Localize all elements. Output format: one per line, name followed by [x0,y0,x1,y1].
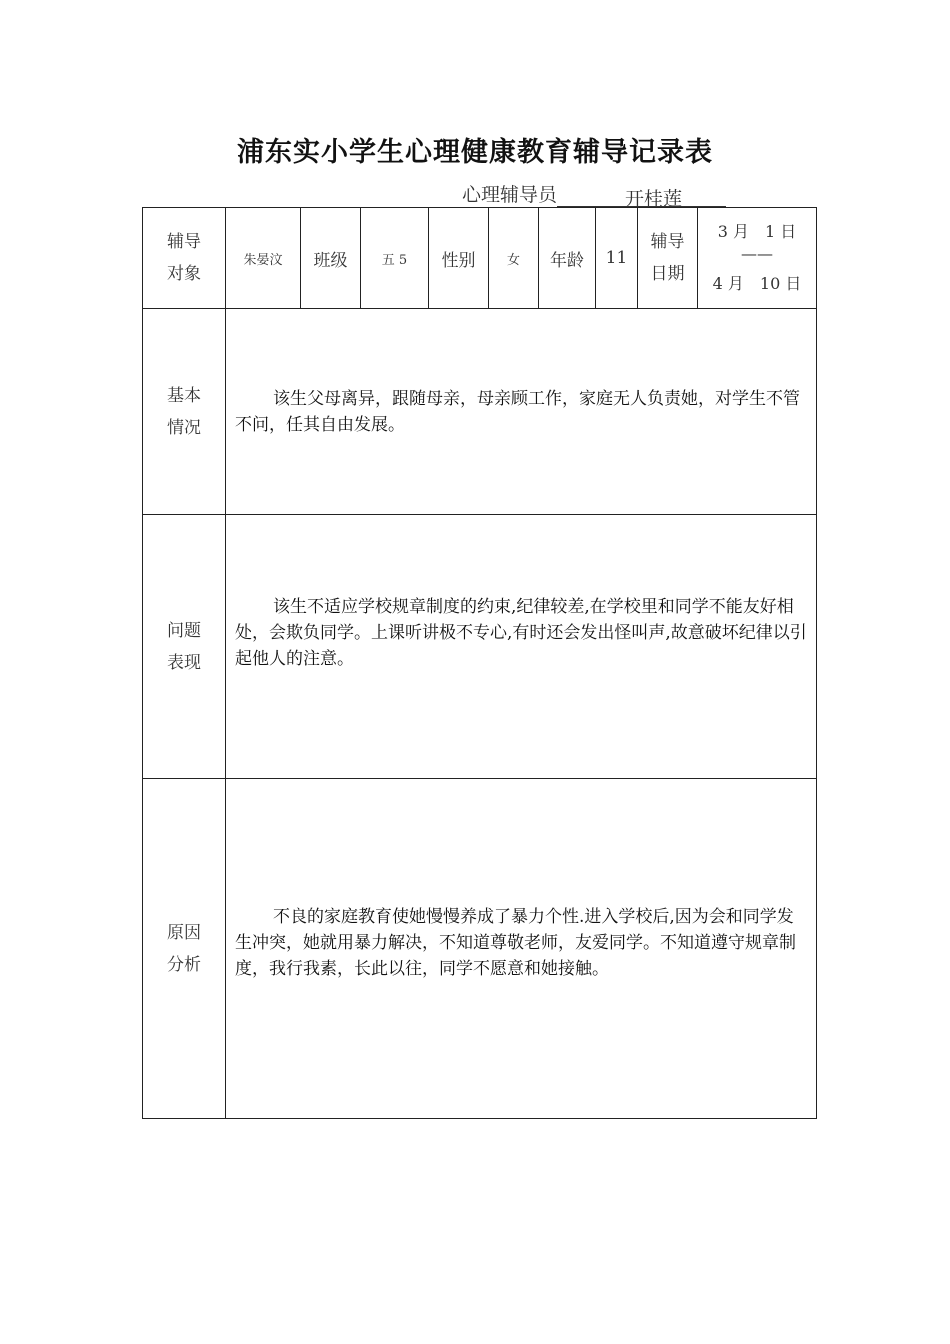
counselor-blank [557,184,617,207]
date-range-cell [698,208,817,309]
gender-value: 女 [489,208,539,309]
record-table [142,207,817,1119]
student-name: 朱晏汶 [226,208,301,309]
class-label: 班级 [301,208,361,309]
problem-content-cell [226,515,817,779]
date-label-cell [638,208,698,309]
gender-label: 性别 [429,208,489,309]
basic-text: 该生父母离异，跟随母亲，母亲顾工作，家庭无人负责她，对学生不管不问，任其自由发展。 [235,388,800,435]
problem-label-line2: 表现 [167,652,201,673]
date-label-line2: 日期 [650,264,685,284]
age-value: 11 [596,208,638,309]
cause-label-line2: 分析 [167,954,201,975]
basic-row [143,309,817,515]
subject-label-cell [143,208,226,309]
basic-label-line2: 情况 [167,417,201,438]
age-label: 年龄 [539,208,596,309]
counselor-name: 开桂莲 [617,184,726,207]
problem-text: 该生不适应学校规章制度的约束,纪律较差,在学校里和同学不能友好相处，会欺负同学。上课听讲极不专心,有时还会发出怪叫声,故意破坏纪律以引起他人的注意。 [235,596,807,669]
problem-row [143,515,817,779]
header-row [143,208,817,309]
counselor-label: 心理辅导员 [462,184,558,206]
problem-label-line1: 问题 [167,620,201,641]
date-label-line1: 辅导 [650,232,685,252]
cause-row [143,779,817,1119]
page-title: 浦东实小学生心理健康教育辅导记录表 [237,137,713,168]
date-end: 4 月 10 日 [712,274,802,293]
class-value: 五 5 [361,208,429,309]
basic-content-cell [226,309,817,515]
basic-label-line1: 基本 [167,385,201,406]
date-start: 3 月 1 日 [717,222,797,241]
problem-label-cell [143,515,226,779]
cause-label-line1: 原因 [167,922,201,943]
counselor-line [462,180,726,210]
date-separator: —— [741,244,773,263]
cause-label-cell [143,779,226,1119]
cause-content-cell [226,779,817,1119]
basic-label-cell [143,309,226,515]
cause-text: 不良的家庭教育使她慢慢养成了暴力个性.进入学校后,因为会和同学发生冲突，她就用暴力解决，不知道尊敬老师，友爱同学。不知道遵守规章制度，我行我素，长此以往，同学不愿意和她接触。 [235,906,796,979]
subject-label-line1: 辅导 [167,232,201,252]
subject-label-line2: 对象 [167,264,201,284]
